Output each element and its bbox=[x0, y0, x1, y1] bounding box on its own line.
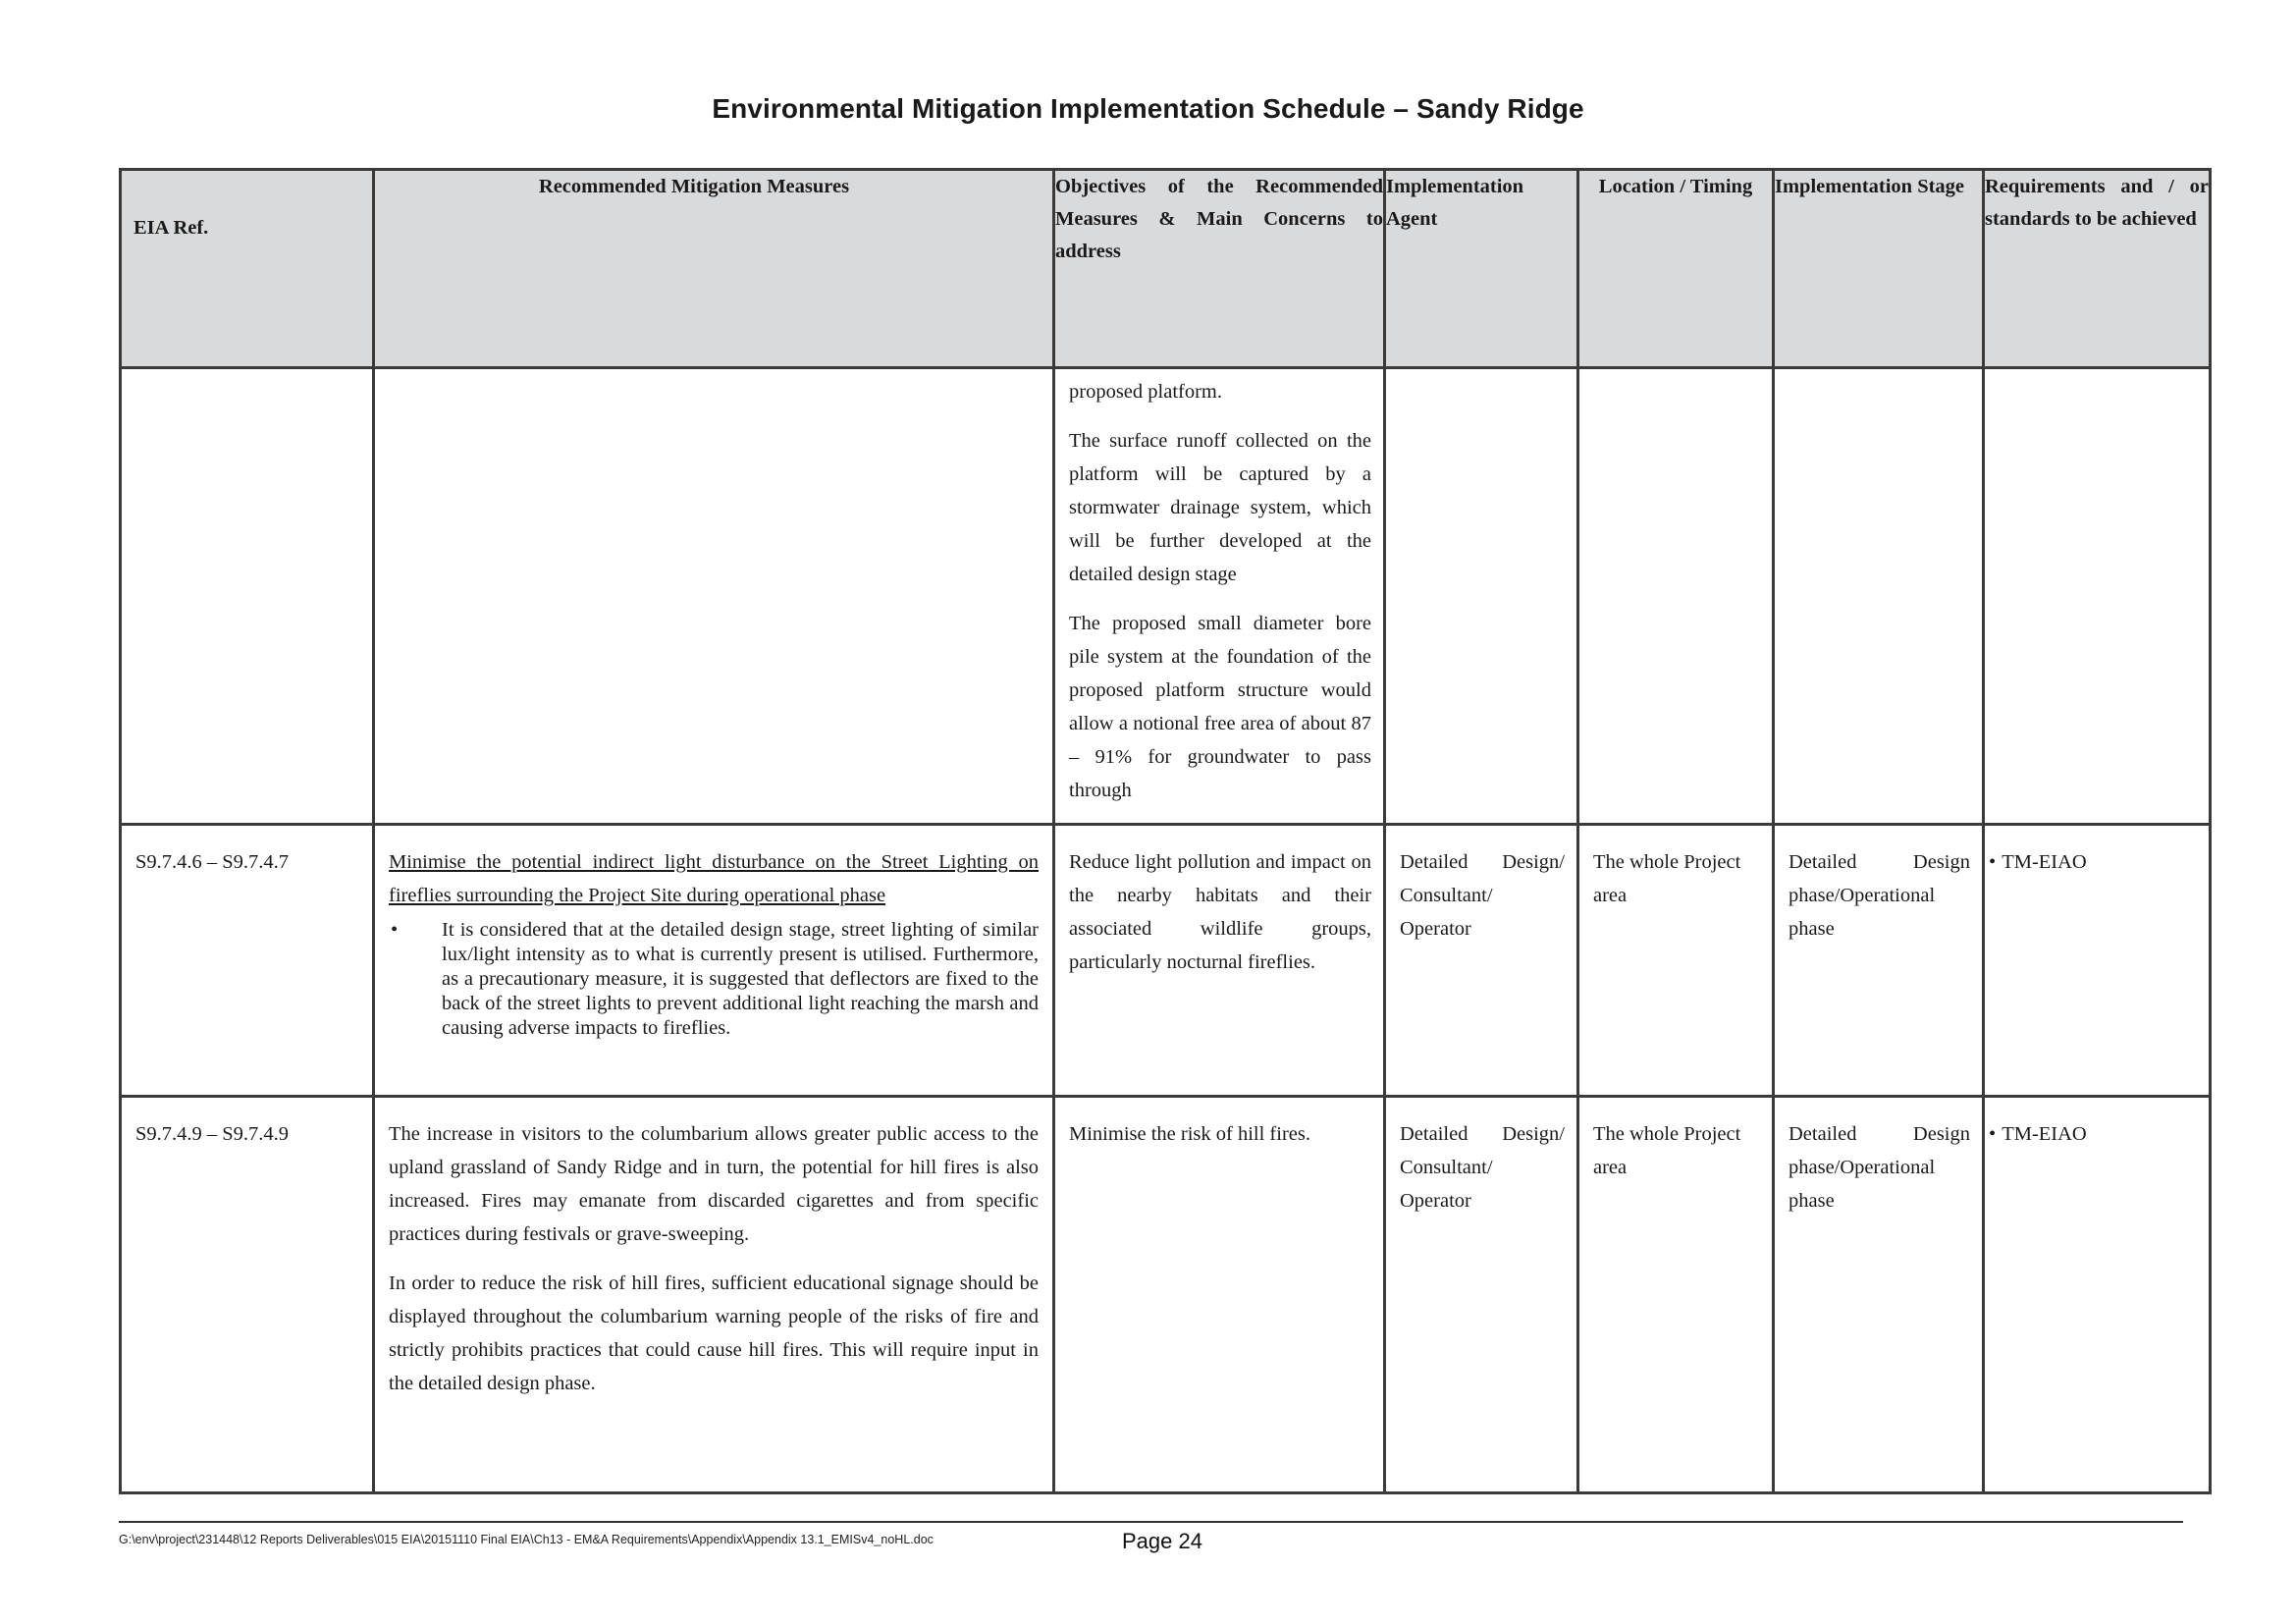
cell-measures bbox=[374, 825, 1054, 1097]
table-row bbox=[121, 368, 2211, 825]
cell-location: The whole Project area bbox=[1578, 825, 1774, 1097]
cell-measures bbox=[374, 368, 1054, 825]
cell-stage: Detailed Design phase/Operational phase bbox=[1774, 825, 1984, 1097]
cell-requirements bbox=[1984, 1097, 2211, 1493]
cell-ref bbox=[121, 368, 374, 825]
column-header-location: Location / Timing bbox=[1578, 170, 1774, 368]
objectives-paragraph: The surface runoff collected on the platform will be captured by a stormwater drainage system, which will be further developed at the detailed design stage bbox=[1069, 430, 1371, 585]
page-title: Environmental Mitigation Implementation Schedule – Sandy Ridge bbox=[712, 93, 1584, 124]
cell-objectives: Reduce light pollution and impact on the nearby habitats and their associated wildlife groups, particularly nocturnal fireflies. bbox=[1054, 825, 1385, 1097]
objectives-paragraph: proposed platform. bbox=[1069, 381, 1222, 403]
cell-agent: Detailed Design/ Consultant/ Operator bbox=[1385, 825, 1578, 1097]
cell-location: The whole Project area bbox=[1578, 1097, 1774, 1493]
cell-ref: S9.7.4.9 – S9.7.4.9 bbox=[121, 1097, 374, 1493]
cell-requirements bbox=[1984, 825, 2211, 1097]
bullet-text: It is considered that at the detailed design stage, street lighting of similar lux/light intensity as to what is currently present is utilised. Furthermore, as a precautionary measure, it is suggested that deflectors are fixed to the back of the street lights to prevent additional light reaching the marsh and causing adverse impacts to fireflies. bbox=[442, 919, 1039, 1039]
cell-objectives bbox=[1054, 368, 1385, 825]
footer-file-path: G:\env\project\231448\12 Reports Deliverables\015 EIA\20151110 Final EIA\Ch13 - EM&A Requirements\Appendix\Appendix 13.1_EMISv4_noHL.doc bbox=[119, 1533, 934, 1546]
table-row bbox=[121, 1097, 2211, 1493]
bullet-icon: • bbox=[1989, 851, 1997, 873]
column-header-measures: Recommended Mitigation Measures bbox=[374, 170, 1054, 368]
requirement-text: TM-EIAO bbox=[2002, 851, 2087, 873]
cell-stage: Detailed Design phase/Operational phase bbox=[1774, 1097, 1984, 1493]
bullet-icon: • bbox=[1989, 1123, 1997, 1145]
requirement-text: TM-EIAO bbox=[2002, 1123, 2087, 1145]
page-number: Page 24 bbox=[1122, 1529, 1202, 1553]
objectives-paragraph: The proposed small diameter bore pile system at the foundation of the proposed platform structure would allow a notional free area of about 87 – 91% for groundwater to pass through bbox=[1069, 613, 1371, 801]
cell-location bbox=[1578, 368, 1774, 825]
cell-measures bbox=[374, 1097, 1054, 1493]
column-header-agent: Implementation Agent bbox=[1385, 170, 1578, 368]
cell-agent bbox=[1385, 368, 1578, 825]
table-row bbox=[121, 825, 2211, 1097]
footer-divider bbox=[119, 1521, 2183, 1523]
mitigation-schedule-table bbox=[119, 168, 2212, 1494]
measure-bullet bbox=[389, 918, 1039, 1041]
column-header-eia-ref: EIA Ref. bbox=[121, 170, 374, 368]
cell-stage bbox=[1774, 368, 1984, 825]
cell-agent: Detailed Design/ Consultant/ Operator bbox=[1385, 1097, 1578, 1493]
column-header-requirements: Requirements and / or standards to be achieved bbox=[1984, 170, 2211, 368]
measure-paragraph: The increase in visitors to the columbarium allows greater public access to the upland grassland of Sandy Ridge and in turn, the potential for hill fires is also increased. Fires may emanate from discarded cigarettes and from specific practices during festivals or grave-sweeping. bbox=[389, 1123, 1039, 1245]
column-header-stage: Implementation Stage bbox=[1774, 170, 1984, 368]
column-header-objectives: Objectives of the Recommended Measures & Main Concerns to address bbox=[1054, 170, 1385, 368]
measure-paragraph: In order to reduce the risk of hill fires, sufficient educational signage should be displayed throughout the columbarium warning people of the risks of fire and strictly prohibits practices that could cause hill fires. This will require input in the detailed design phase. bbox=[389, 1272, 1039, 1394]
measure-heading: Minimise the potential indirect light disturbance on the Street Lighting on fireflies surrounding the Project Site during operational phase bbox=[389, 851, 1039, 906]
table-header-row bbox=[121, 170, 2211, 368]
cell-objectives: Minimise the risk of hill fires. bbox=[1054, 1097, 1385, 1493]
cell-ref: S9.7.4.6 – S9.7.4.7 bbox=[121, 825, 374, 1097]
bullet-icon: • bbox=[391, 919, 399, 941]
cell-requirements bbox=[1984, 368, 2211, 825]
